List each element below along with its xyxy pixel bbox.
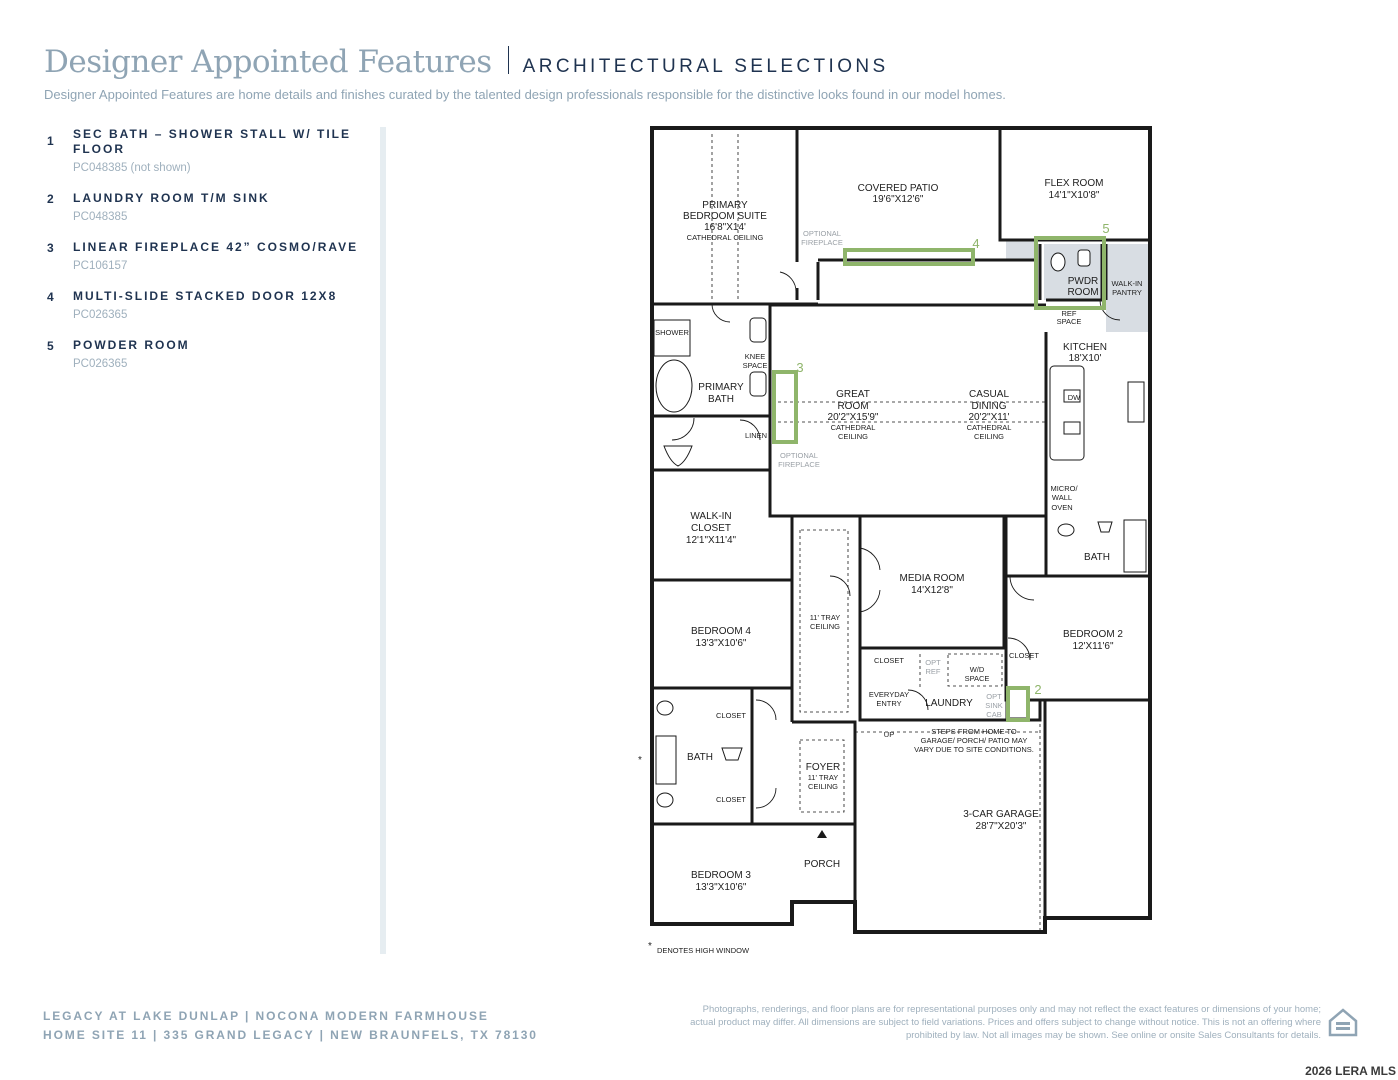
room-label: GREAT — [836, 389, 870, 400]
room-note: KNEE — [744, 352, 766, 361]
feature-item — [44, 127, 364, 174]
room-dims: 14'1"X10'8" — [1048, 190, 1100, 201]
opt-note: SINK — [985, 701, 1003, 710]
opt-note: OPTIONAL — [780, 451, 818, 460]
room-label: COVERED PATIO — [857, 183, 939, 194]
room-note: WALL — [1051, 493, 1073, 502]
room-label: BATH — [687, 752, 713, 763]
feature-number: 2 — [47, 192, 54, 206]
room-note: 11' TRAY — [807, 773, 839, 782]
shaded-hall — [1006, 240, 1036, 260]
entry-arrow-icon — [817, 830, 827, 838]
room-label: PORCH — [803, 859, 841, 870]
page-title: Designer Appointed Features — [44, 44, 492, 80]
vertical-divider — [380, 127, 386, 954]
room-label: LAUNDRY — [925, 698, 973, 709]
room-label: ROOM — [1067, 287, 1099, 298]
feature-code: PC106157 — [73, 260, 128, 272]
opt-note: OPTIONAL — [803, 229, 841, 238]
feature-item — [44, 289, 364, 321]
room-note: CLOSET — [873, 656, 905, 665]
room-label: BEDROOM 2 — [1062, 629, 1124, 640]
room-note: 11' TRAY — [809, 613, 841, 622]
opt-note: OPT — [925, 658, 941, 667]
room-dims: 13'3"X10'6" — [695, 882, 747, 893]
room-label: MEDIA ROOM — [899, 573, 965, 584]
room-note: SPACE — [964, 674, 990, 683]
feature-item — [44, 338, 364, 370]
room-note: SPACE — [742, 361, 768, 370]
room-label: FOYER — [805, 762, 841, 773]
room-note: LINEN — [744, 431, 768, 440]
room-dims: 14'X12'8" — [911, 585, 953, 596]
plan-note: VARY DUE TO SITE CONDITIONS. — [914, 745, 1034, 754]
footer-line: LEGACY AT LAKE DUNLAP | NOCONA MODERN FARMHOUSE — [43, 1009, 489, 1023]
room-label: BEDROOM 3 — [690, 870, 752, 881]
room-dims: 18'X10' — [1068, 353, 1102, 364]
high-window-mark: * — [638, 755, 642, 766]
opt-note: OPT — [986, 692, 1002, 701]
room-label: CASUAL — [968, 389, 1010, 400]
feature-item — [44, 191, 364, 223]
plan-footnote: DENOTES HIGH WINDOW — [656, 946, 750, 955]
room-note: CATHEDRAL — [966, 423, 1012, 432]
room-note: CATHEDRAL — [830, 423, 876, 432]
room-note: MICRO/ — [1050, 484, 1078, 493]
feature-number: 3 — [47, 241, 54, 255]
room-note: SPACE — [1056, 317, 1082, 326]
feature-code: PC026365 — [73, 358, 128, 370]
room-label: FLEX ROOM — [1044, 178, 1104, 189]
feature-title: LINEAR FIREPLACE 42” COSMO/RAVE — [73, 240, 359, 254]
room-label: BATH — [1084, 552, 1110, 563]
floor-plan — [630, 118, 1170, 960]
mls-watermark: 2026 LERA MLS — [1305, 1064, 1396, 1078]
door-swings — [672, 272, 1120, 808]
room-label: DINING — [971, 401, 1007, 412]
room-label: CLOSET — [690, 523, 732, 534]
room-note: CEILING — [973, 432, 1005, 441]
room-note: ENTRY — [876, 699, 902, 708]
feature-code: PC026365 — [73, 309, 128, 321]
room-dims: 20'2"X15'9" — [827, 412, 879, 423]
feature-marker: 3 — [796, 360, 804, 375]
room-label: WALK-IN — [1111, 279, 1143, 288]
opt-note: FIREPLACE — [778, 460, 820, 469]
room-note: OVEN — [1051, 503, 1073, 512]
footer-line: HOME SITE 11 | 335 GRAND LEGACY | NEW BRAUNFELS, TX 78130 — [43, 1028, 538, 1042]
page-header — [44, 44, 889, 80]
opt-note: REF — [925, 667, 941, 676]
feature-title: MULTI-SLIDE STACKED DOOR 12X8 — [73, 289, 338, 303]
title-divider — [508, 46, 509, 74]
room-dims: 28'7"X20'3" — [975, 821, 1027, 832]
room-note: CLOSET — [1008, 651, 1040, 660]
room-note: EVERYDAY — [868, 690, 910, 699]
room-label: BATH — [708, 394, 734, 405]
feature-number: 1 — [47, 134, 54, 148]
room-label: PANTRY — [1112, 288, 1142, 297]
room-dims: 12'X11'6" — [1072, 641, 1114, 652]
room-label: 3-CAR GARAGE — [963, 809, 1039, 820]
feature-item — [44, 240, 364, 272]
feature-number: 5 — [47, 339, 54, 353]
page-subtitle: ARCHITECTURAL SELECTIONS — [522, 56, 889, 77]
room-dims: 19'6"X12'6" — [872, 194, 924, 205]
opt-note: CAB — [986, 710, 1002, 719]
feature-title: POWDER ROOM — [73, 338, 190, 352]
room-note: CEILING — [807, 782, 839, 791]
room-note: UP — [883, 730, 895, 739]
room-label: BEDROOM SUITE — [683, 211, 767, 222]
room-dims: 16'8"X14' — [704, 222, 746, 233]
feature-title: SEC BATH – SHOWER STALL W/ TILE FLOOR — [73, 127, 351, 156]
room-label: PWDR — [1067, 276, 1099, 287]
room-label: ROOM — [837, 401, 869, 412]
intro-text: Designer Appointed Features are home details and finishes curated by the talented design professionals responsible for the distinctive looks found in our model homes. — [44, 87, 1006, 102]
room-label: PRIMARY — [698, 382, 744, 393]
footnote-mark: * — [648, 941, 652, 952]
room-label: KITCHEN — [1063, 342, 1107, 353]
opt-note: FIREPLACE — [801, 238, 843, 247]
feature-code: PC048385 — [73, 211, 128, 223]
feature-marker: 4 — [972, 236, 980, 251]
room-dims: 12'1"X11'4" — [685, 535, 737, 546]
room-note: REF — [1061, 309, 1077, 318]
room-note: DW — [1067, 393, 1081, 402]
room-note: SHOWER — [655, 328, 689, 337]
room-label: WALK-IN — [690, 511, 732, 522]
room-label: BEDROOM 4 — [690, 626, 752, 637]
equal-housing-logo-icon — [1326, 1005, 1360, 1039]
room-note: CLOSET — [715, 795, 747, 804]
room-dims: 13'3"X10'6" — [695, 638, 747, 649]
room-note: CLOSET — [715, 711, 747, 720]
feature-list — [44, 127, 364, 387]
feature-marker: 5 — [1102, 221, 1110, 236]
feature-title: LAUNDRY ROOM T/M SINK — [73, 191, 270, 205]
plan-note: STEPS FROM HOME TO — [931, 727, 1017, 736]
feature-code: PC048385 (not shown) — [73, 162, 191, 174]
feature-number: 4 — [47, 290, 54, 304]
room-note: W/D — [969, 665, 985, 674]
room-note: CEILING — [837, 432, 869, 441]
room-label: PRIMARY — [702, 200, 748, 211]
plan-note: GARAGE/ PORCH/ PATIO MAY — [920, 736, 1028, 745]
room-note: CEILING — [809, 622, 841, 631]
footer-community — [43, 1007, 538, 1045]
feature-marker: 2 — [1034, 682, 1042, 697]
room-note: CATHEDRAL CEILING — [686, 233, 764, 242]
room-dims: 20'2"X11' — [968, 412, 1010, 423]
footer-disclaimer: Photographs, renderings, and floor plans are for representational purposes only and may not reflect the exact features or dimensions of your home; actual product may differ. All dimensions are subject to field variations. Prices and offers subject to change without notice. This is not an offering where prohibited by law. Not all images may be shown. See online or onsite Sales Consultants for details. — [690, 1004, 1321, 1041]
